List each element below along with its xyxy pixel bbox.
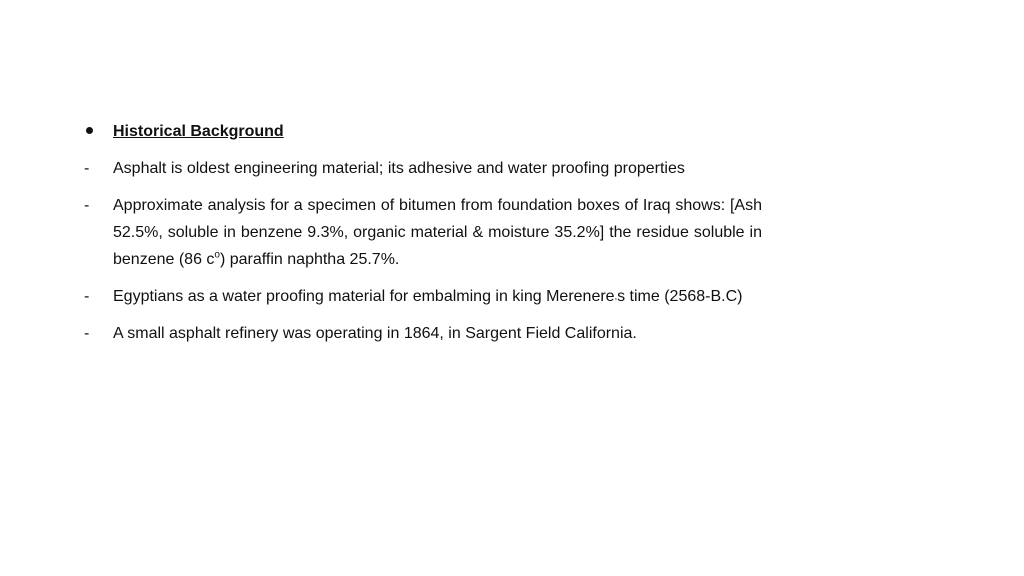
dash-marker: -: [84, 325, 90, 342]
bullet-dot-icon: [86, 127, 93, 134]
list-item-text-part: Egyptians as a water proofing material for embalming in king Merenere: [113, 288, 615, 305]
dash-marker: -: [84, 160, 90, 177]
section-heading: Historical Background: [113, 123, 284, 140]
list-item: [80, 283, 762, 310]
list-item-text: A small asphalt refinery was operating in 1864, in Sargent Field California.: [113, 325, 637, 342]
dash-marker: -: [84, 288, 90, 305]
slide-content: [80, 118, 762, 347]
apostrophe-mark: ,: [614, 291, 618, 301]
list-item-text: Asphalt is oldest engineering material; its adhesive and water proofing properties: [113, 160, 685, 177]
list-item-text-part: ) paraffin naphtha 25.7%.: [219, 251, 400, 268]
heading-row: [80, 118, 762, 145]
list-item: [80, 320, 762, 347]
list-item: [80, 192, 762, 273]
degree-superscript: o: [214, 249, 220, 261]
list-item-text: [113, 192, 762, 273]
dash-marker: -: [84, 197, 90, 214]
list-item-text-part: s time (2568-B.C): [617, 288, 743, 305]
list-item: [80, 155, 762, 182]
list-item-text-part: Approximate analysis for a specimen of bitumen from foundation boxes of Iraq shows: [Ash 52.5%, soluble in benzene 9.3%, organic material & moisture 35.2%] the residue soluble in benzene (86 c: [113, 197, 762, 268]
bullet-marker: [80, 118, 113, 145]
list-item-text: [113, 283, 762, 310]
